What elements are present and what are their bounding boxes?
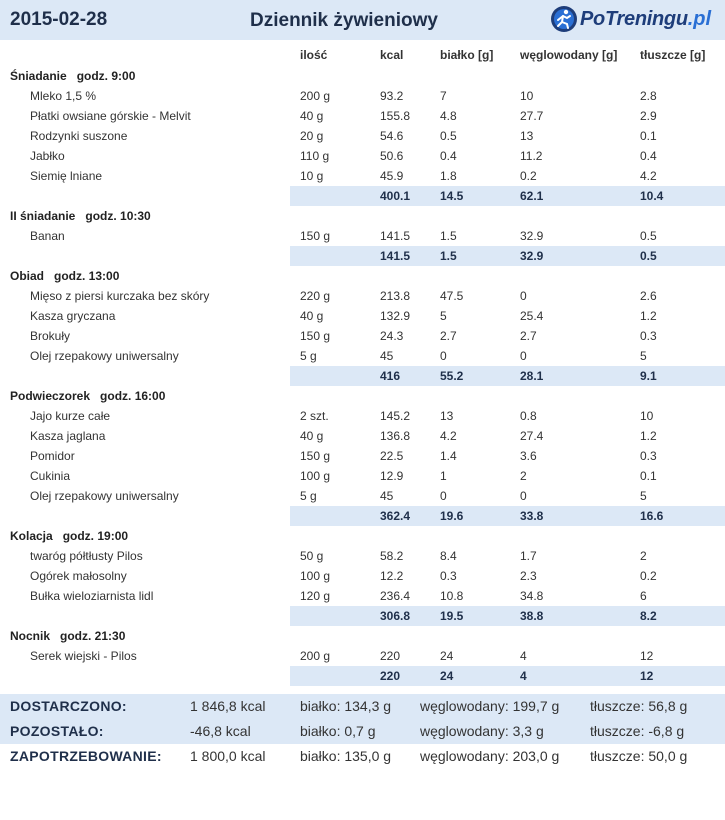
food-name[interactable]: Płatki owsiane górskie - Melvit xyxy=(30,109,191,123)
food-kcal: 93.2 xyxy=(380,89,404,103)
food-qty: 100 g xyxy=(300,469,331,483)
food-row[interactable] xyxy=(0,646,725,666)
food-protein: 0.4 xyxy=(440,149,457,163)
food-kcal: 12.2 xyxy=(380,569,404,583)
meal-total-protein: 19.5 xyxy=(440,609,464,623)
food-kcal: 22.5 xyxy=(380,449,404,463)
food-qty: 100 g xyxy=(300,569,331,583)
summary-carbs: węglowodany: 199,7 g xyxy=(420,698,560,714)
meal-total-row xyxy=(0,246,725,266)
food-kcal: 145.2 xyxy=(380,409,411,423)
food-fat: 0.5 xyxy=(640,229,657,243)
meal-name: Kolacja xyxy=(10,529,53,543)
logo-text: PoTreningu xyxy=(580,7,688,30)
food-fat: 0.4 xyxy=(640,149,657,163)
meal-title xyxy=(10,209,151,223)
food-carbs: 10 xyxy=(520,89,534,103)
meal-total-row xyxy=(0,366,725,386)
meal-total-row xyxy=(0,666,725,686)
meal-total-kcal: 220 xyxy=(380,669,401,683)
food-fat: 1.2 xyxy=(640,309,657,323)
food-row[interactable] xyxy=(0,566,725,586)
food-fat: 5 xyxy=(640,489,647,503)
food-carbs: 0 xyxy=(520,349,527,363)
meal-total-fat: 8.2 xyxy=(640,609,657,623)
food-row[interactable] xyxy=(0,226,725,246)
food-kcal: 45 xyxy=(380,489,394,503)
meal-title xyxy=(10,529,128,543)
food-protein: 7 xyxy=(440,89,447,103)
food-kcal: 141.5 xyxy=(380,229,411,243)
meal-total-carbs: 4 xyxy=(520,669,527,683)
food-carbs: 2.3 xyxy=(520,569,537,583)
food-fat: 0.3 xyxy=(640,329,657,343)
food-row[interactable] xyxy=(0,106,725,126)
food-qty: 200 g xyxy=(300,649,331,663)
meal-heading xyxy=(0,386,725,406)
page-title: Dziennik żywieniowy xyxy=(250,10,438,31)
food-name[interactable]: Ogórek małosolny xyxy=(30,569,127,583)
food-fat: 0.1 xyxy=(640,469,657,483)
food-row[interactable] xyxy=(0,586,725,606)
food-qty: 220 g xyxy=(300,289,331,303)
summary-carbs: węglowodany: 203,0 g xyxy=(420,748,560,764)
food-kcal: 213.8 xyxy=(380,289,411,303)
food-protein: 0.3 xyxy=(440,569,457,583)
food-row[interactable] xyxy=(0,446,725,466)
header-bar xyxy=(0,0,725,40)
summary-label: POZOSTAŁO: xyxy=(10,723,104,739)
food-name[interactable]: Siemię lniane xyxy=(30,169,103,183)
meal-total-kcal: 141.5 xyxy=(380,249,411,263)
meal-heading xyxy=(0,206,725,226)
food-kcal: 24.3 xyxy=(380,329,404,343)
food-protein: 5 xyxy=(440,309,447,323)
food-carbs: 13 xyxy=(520,129,534,143)
summary-row xyxy=(0,719,725,744)
food-name[interactable]: Cukinia xyxy=(30,469,71,483)
meal-total-protein: 19.6 xyxy=(440,509,464,523)
meal-total-bar xyxy=(290,366,725,386)
meal-time: godz. 9:00 xyxy=(76,69,136,83)
diary-date: 2015-02-28 xyxy=(10,9,108,30)
meal-total-kcal: 362.4 xyxy=(380,509,411,523)
food-kcal: 236.4 xyxy=(380,589,411,603)
meal-total-protein: 14.5 xyxy=(440,189,464,203)
food-row[interactable] xyxy=(0,126,725,146)
summary-row xyxy=(0,694,725,719)
food-carbs: 1.7 xyxy=(520,549,537,563)
food-qty: 20 g xyxy=(300,129,324,143)
food-fat: 0.3 xyxy=(640,449,657,463)
potreningu-logo[interactable] xyxy=(550,4,711,34)
food-protein: 13 xyxy=(440,409,454,423)
food-name[interactable]: Kasza gryczana xyxy=(30,309,116,323)
food-row[interactable] xyxy=(0,326,725,346)
meal-total-protein: 1.5 xyxy=(440,249,457,263)
food-carbs: 2 xyxy=(520,469,527,483)
runner-logo-icon xyxy=(550,5,578,33)
meal-time: godz. 19:00 xyxy=(62,529,129,543)
food-qty: 5 g xyxy=(300,349,317,363)
food-fat: 1.2 xyxy=(640,429,657,443)
food-protein: 8.4 xyxy=(440,549,457,563)
food-fat: 0.2 xyxy=(640,569,657,583)
meal-total-fat: 9.1 xyxy=(640,369,657,383)
food-name[interactable]: Rodzynki suszone xyxy=(30,129,128,143)
meal-name: Obiad xyxy=(10,269,45,283)
food-carbs: 11.2 xyxy=(520,149,543,163)
summary-kcal: -46,8 kcal xyxy=(190,723,251,739)
food-row[interactable] xyxy=(0,546,725,566)
meal-time: godz. 10:30 xyxy=(85,209,151,223)
food-fat: 2 xyxy=(640,549,647,563)
summary-row xyxy=(0,744,725,769)
logo-domain: .pl xyxy=(687,7,712,30)
food-carbs: 4 xyxy=(520,649,527,663)
summary-carbs: węglowodany: 3,3 g xyxy=(420,723,544,739)
meal-total-bar xyxy=(290,606,725,626)
food-name[interactable]: Mięso z piersi kurczaka bez skóry xyxy=(30,289,210,303)
food-carbs: 27.4 xyxy=(520,429,544,443)
meal-heading xyxy=(0,526,725,546)
meal-title xyxy=(10,389,165,403)
meal-total-protein: 55.2 xyxy=(440,369,464,383)
meal-total-bar xyxy=(290,666,725,686)
meal-name: Podwieczorek xyxy=(10,389,91,403)
food-name[interactable]: Jabłko xyxy=(30,149,65,163)
food-fat: 12 xyxy=(640,649,654,663)
meal-heading xyxy=(0,626,725,646)
food-row[interactable] xyxy=(0,146,725,166)
food-fat: 6 xyxy=(640,589,647,603)
food-name[interactable]: Serek wiejski - Pilos xyxy=(30,649,137,663)
food-protein: 0.5 xyxy=(440,129,457,143)
meal-total-carbs: 33.8 xyxy=(520,509,544,523)
food-qty: 150 g xyxy=(300,229,331,243)
food-name[interactable]: Brokuły xyxy=(30,329,71,343)
food-kcal: 54.6 xyxy=(380,129,404,143)
food-row[interactable] xyxy=(0,406,725,426)
food-name[interactable]: Olej rzepakowy uniwersalny xyxy=(30,349,179,363)
meal-time: godz. 21:30 xyxy=(60,629,126,643)
meal-total-fat: 12 xyxy=(640,669,654,683)
food-qty: 120 g xyxy=(300,589,331,603)
meal-title xyxy=(10,269,119,283)
food-qty: 150 g xyxy=(300,449,331,463)
meal-title xyxy=(10,629,125,643)
meal-heading xyxy=(0,66,725,86)
food-kcal: 132.9 xyxy=(380,309,411,323)
food-qty: 10 g xyxy=(300,169,324,183)
meal-total-carbs: 62.1 xyxy=(520,189,544,203)
meal-total-row xyxy=(0,606,725,626)
meal-name: II śniadanie xyxy=(10,209,76,223)
food-qty: 110 g xyxy=(300,149,330,163)
meal-total-fat: 0.5 xyxy=(640,249,657,263)
food-name[interactable]: Mleko 1,5 % xyxy=(30,89,97,103)
food-carbs: 0.2 xyxy=(520,169,537,183)
food-kcal: 50.6 xyxy=(380,149,404,163)
food-qty: 5 g xyxy=(300,489,317,503)
food-qty: 200 g xyxy=(300,89,331,103)
meal-total-carbs: 32.9 xyxy=(520,249,544,263)
column-header-protein: białko [g] xyxy=(440,48,494,62)
food-fat: 2.9 xyxy=(640,109,657,123)
food-row[interactable] xyxy=(0,86,725,106)
meal-total-row xyxy=(0,186,725,206)
food-row[interactable] xyxy=(0,166,725,186)
food-protein: 1.5 xyxy=(440,229,457,243)
food-carbs: 32.9 xyxy=(520,229,544,243)
food-qty: 50 g xyxy=(300,549,324,563)
food-kcal: 155.8 xyxy=(380,109,411,123)
food-carbs: 0 xyxy=(520,289,527,303)
summary-fat: tłuszcze: -6,8 g xyxy=(590,723,685,739)
meal-time: godz. 13:00 xyxy=(54,269,120,283)
food-qty: 40 g xyxy=(300,429,324,443)
summary-fat: tłuszcze: 56,8 g xyxy=(590,698,688,714)
food-protein: 1.8 xyxy=(440,169,457,183)
food-kcal: 12.9 xyxy=(380,469,404,483)
food-protein: 2.7 xyxy=(440,329,457,343)
meal-total-carbs: 38.8 xyxy=(520,609,544,623)
food-name[interactable]: twaróg półtłusty Pilos xyxy=(30,549,143,563)
food-row[interactable] xyxy=(0,286,725,306)
meal-total-fat: 16.6 xyxy=(640,509,664,523)
food-name[interactable]: Kasza jaglana xyxy=(30,429,106,443)
food-protein: 47.5 xyxy=(440,289,464,303)
meal-total-kcal: 306.8 xyxy=(380,609,411,623)
food-name[interactable]: Bułka wieloziarnista lidl xyxy=(30,589,154,603)
food-kcal: 136.8 xyxy=(380,429,411,443)
meal-total-carbs: 28.1 xyxy=(520,369,544,383)
food-fat: 10 xyxy=(640,409,654,423)
column-header-carbs: węglowodany [g] xyxy=(520,48,618,62)
food-fat: 2.6 xyxy=(640,289,657,303)
summary-fat: tłuszcze: 50,0 g xyxy=(590,748,688,764)
food-qty: 2 szt. xyxy=(300,409,329,423)
food-row[interactable] xyxy=(0,306,725,326)
food-protein: 0 xyxy=(440,349,447,363)
food-row[interactable] xyxy=(0,486,725,506)
meal-name: Nocnik xyxy=(10,629,51,643)
food-carbs: 2.7 xyxy=(520,329,537,343)
food-carbs: 27.7 xyxy=(520,109,544,123)
food-row[interactable] xyxy=(0,346,725,366)
food-protein: 1 xyxy=(440,469,447,483)
food-protein: 10.8 xyxy=(440,589,464,603)
column-header-fat: tłuszcze [g] xyxy=(640,48,706,62)
food-kcal: 58.2 xyxy=(380,549,404,563)
food-protein: 1.4 xyxy=(440,449,457,463)
food-carbs: 0.8 xyxy=(520,409,537,423)
meal-total-protein: 24 xyxy=(440,669,454,683)
food-name[interactable]: Banan xyxy=(30,229,65,243)
food-fat: 2.8 xyxy=(640,89,657,103)
food-qty: 150 g xyxy=(300,329,331,343)
food-name[interactable]: Olej rzepakowy uniwersalny xyxy=(30,489,179,503)
food-qty: 40 g xyxy=(300,109,324,123)
summary-label: ZAPOTRZEBOWANIE: xyxy=(10,748,162,764)
food-protein: 4.2 xyxy=(440,429,457,443)
food-row[interactable] xyxy=(0,466,725,486)
food-name[interactable]: Pomidor xyxy=(30,449,75,463)
food-carbs: 25.4 xyxy=(520,309,544,323)
food-row[interactable] xyxy=(0,426,725,446)
food-carbs: 34.8 xyxy=(520,589,544,603)
summary-protein: białko: 134,3 g xyxy=(300,698,392,714)
summary-label: DOSTARCZONO: xyxy=(10,698,127,714)
summary-protein: białko: 0,7 g xyxy=(300,723,376,739)
food-qty: 40 g xyxy=(300,309,324,323)
meal-name: Śniadanie xyxy=(10,69,67,83)
food-name[interactable]: Jajo kurze całe xyxy=(30,409,111,423)
summary-protein: białko: 135,0 g xyxy=(300,748,392,764)
column-header-qty: ilość xyxy=(300,48,328,62)
food-carbs: 0 xyxy=(520,489,527,503)
food-kcal: 45.9 xyxy=(380,169,404,183)
summary-kcal: 1 846,8 kcal xyxy=(190,698,266,714)
food-carbs: 3.6 xyxy=(520,449,537,463)
food-protein: 4.8 xyxy=(440,109,457,123)
meal-total-kcal: 416 xyxy=(380,369,401,383)
meal-heading xyxy=(0,266,725,286)
food-protein: 0 xyxy=(440,489,447,503)
meal-total-bar xyxy=(290,246,725,266)
food-protein: 24 xyxy=(440,649,454,663)
meal-title xyxy=(10,69,135,83)
column-header-kcal: kcal xyxy=(380,48,404,62)
food-kcal: 45 xyxy=(380,349,394,363)
meal-total-kcal: 400.1 xyxy=(380,189,411,203)
food-kcal: 220 xyxy=(380,649,401,663)
meal-total-row xyxy=(0,506,725,526)
meal-table xyxy=(0,66,725,686)
summary-kcal: 1 800,0 kcal xyxy=(190,748,266,764)
meal-total-fat: 10.4 xyxy=(640,189,664,203)
food-fat: 5 xyxy=(640,349,647,363)
food-fat: 0.1 xyxy=(640,129,657,143)
meal-time: godz. 16:00 xyxy=(100,389,166,403)
food-fat: 4.2 xyxy=(640,169,657,183)
